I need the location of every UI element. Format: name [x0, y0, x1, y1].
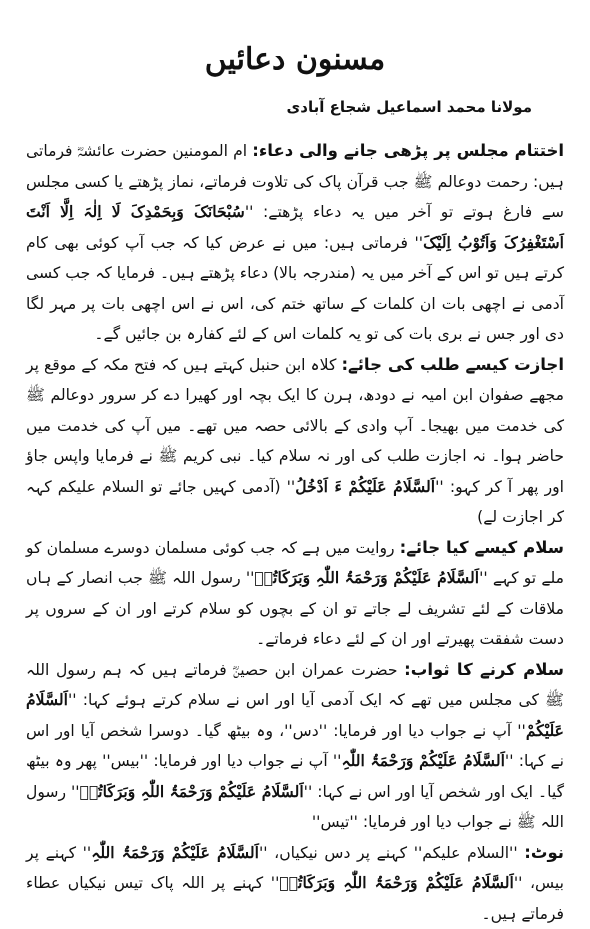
section-text: '' فرماتی ہیں: میں نے عرض کیا کہ جب آپ کوئی بھی کام کرتے ہیں تو اس کے آخر میں یہ (مندرجہ بالا) دعاء پڑھتے ہیں۔ فرمایا کہ جب کسی آدمی نے اچھی بات ان کلمات کے ساتھ ختم کی، اس نے اس اچھی بات پر مہر لگا دی اور جس نے بری بات کی تو یہ کلمات اس کے لئے کفارہ بن جائیں گے۔ [26, 234, 564, 344]
section-greeting [26, 533, 564, 655]
note-paragraph [26, 838, 564, 929]
arabic-dua: اَلسَّلَامُ عَلَیْکُمْ وَرَحْمَۃُ اللّٰہِ [341, 751, 504, 770]
arabic-dua: اَلسَّلَامُ عَلَیْکُمْ وَرَحْمَۃُ اللّٰہِ وَبَرَکَاتُہٗ [254, 568, 479, 587]
note-label: نوٹ: [524, 843, 564, 862]
arabic-dua: سُبْحَانَکَ وَبِحَمْدِکَ لَا اِلٰہَ اِلَّا اَنْتَ اَسْتَغْفِرُکَ وَاَتُوْبُ اِلَیْکَ [26, 202, 564, 252]
section-heading: سلام کیسے کیا جائے: [400, 538, 564, 557]
section-heading: اختتام مجلس پر پڑھی جانے والی دعاء: [252, 141, 564, 160]
note-text: ''السلام علیکم'' کہنے پر دس نیکیاں، '' [259, 844, 524, 862]
section-closing-dua [26, 136, 564, 350]
arabic-dua: اَلسَّلَامُ عَلَیْکُمْ [26, 690, 564, 740]
section-greeting-reward [26, 655, 564, 838]
section-text: '' آپ نے جواب دیا اور فرمایا: ''بیس'' پھر وہ بیٹھ گیا۔ ایک اور شخص آیا اور اس نے کہا: '' [26, 752, 564, 801]
author-name: مولانا محمد اسماعیل شجاع آبادی [26, 98, 532, 116]
note-text: '' کہنے پر بیس، '' [26, 844, 564, 893]
section-text: ام المومنین حضرت عائشہؓ فرماتی ہیں: رحمت دوعالم ﷺ جب قرآن پاک کی تلاوت فرماتے، نماز پڑھتے یا کسی مجلس سے فارغ ہوتے تو آخر میں یہ دعاء پڑھتے: '' [26, 142, 564, 221]
section-text: روایت میں ہے کہ جب کوئی مسلمان دوسرے مسلمان کو ملے تو کہے '' [26, 539, 564, 588]
section-text: '' رسول اللہ ﷺ جب انصار کے ہاں ملاقات کے لئے تشریف لے جاتے تو ان کے بچوں کو سلام کرتے اور ان کے سروں پر دست شفقت پھیرتے اور ان کے لئے دعاء فرماتے۔ [26, 569, 564, 648]
note-text: '' کہنے پر اللہ پاک تیس نیکیاں عطاء فرماتے ہیں۔ [26, 874, 564, 923]
section-heading: سلام کرنے کا ثواب: [404, 660, 564, 679]
arabic-dua: اَلسَّلَامُ عَلَیْکُمْ وَرَحْمَۃُ اللّٰہِ [91, 843, 259, 862]
arabic-dua: اَلسَّلَامُ عَلَیْکُمْ وَرَحْمَۃُ اللّٰہِ وَبَرَکَاتُہٗ [80, 782, 304, 801]
section-text: '' (آدمی کہیں جائے تو السلام علیکم کہہ کر اجازت لے) [26, 478, 564, 527]
arabic-dua: اَلسَّلَامُ عَلَیْکُمْ وَرَحْمَۃُ اللّٰہِ وَبَرَکَاتُہٗ [279, 873, 513, 892]
arabic-dua: اَلسَّلَامُ عَلَیْکُمْ ءَ اَدْخُلُ [295, 477, 435, 496]
section-text: حضرت عمران ابن حصینؓ فرماتے ہیں کہ ہم رسول اللہ ﷺ کی مجلس میں تھے کہ ایک آدمی آیا اور اس نے سلام کرتے ہوئے کہا: '' [26, 661, 564, 710]
section-text: '' رسول اللہ ﷺ نے جواب دیا اور فرمایا: ''تیس'' [26, 783, 564, 832]
section-heading: اجازت کیسے طلب کی جائے: [341, 355, 564, 374]
section-text: '' آپ نے جواب دیا اور فرمایا: ''دس''، وہ بیٹھ گیا۔ دوسرا شخص آیا اور اس نے کہا: '' [26, 722, 564, 771]
page-title: مسنون دعائیں [26, 40, 564, 80]
section-text: کلاہ ابن حنبل کہتے ہیں کہ فتح مکہ کے موقع پر مجھے صفوان ابن امیہ نے دودھ، ہرن کا ایک بچہ اور کھیرا دے کر سرور دوعالم ﷺ کی خدمت میں بھیجا۔ آپ وادی کے بالائی حصہ میں تھے۔ میں آپ کی خدمت میں حاضر ہوا۔ نہ اجازت طلب کی اور نہ سلام کیا۔ نبی کریم ﷺ نے فرمایا واپس جاؤ اور پھر آ کر کہو: '' [26, 356, 564, 496]
section-permission [26, 350, 564, 533]
